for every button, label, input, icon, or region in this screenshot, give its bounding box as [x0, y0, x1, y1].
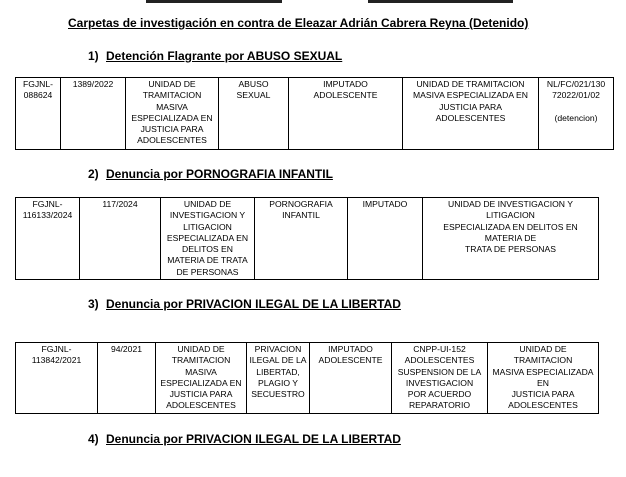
- section-title: Detención Flagrante por ABUSO SEXUAL: [106, 49, 343, 63]
- cell-line: INVESTIGACION Y: [169, 210, 246, 221]
- unit-cell: [156, 343, 247, 414]
- cell-line: JUSTICIA PARA: [169, 389, 233, 400]
- role-cell: [310, 343, 392, 414]
- cell-line: CNPP-UI-152: [413, 344, 466, 354]
- case-number-cell: [16, 198, 80, 280]
- cell-line: DELITOS EN: [182, 244, 233, 255]
- file-number-cell: [80, 198, 161, 280]
- section-heading-4: [88, 432, 401, 446]
- cell-line: TRAMITACION: [171, 355, 231, 366]
- cell-line: JUSTICIA PARA: [140, 124, 204, 135]
- table-row: [16, 78, 614, 150]
- cell-line: MASIVA ESPECIALIZADA EN: [413, 90, 528, 101]
- cell-line: ADOLESCENTE: [313, 90, 378, 101]
- handling-unit-cell: [423, 198, 599, 280]
- cell-line: MATERIA DE TRATA: [167, 255, 248, 266]
- unit-cell: [161, 198, 255, 280]
- cell-line: SECUESTRO: [251, 389, 305, 400]
- section-number: 4): [88, 432, 99, 446]
- cell-line: UNIDAD DE: [148, 79, 196, 89]
- cell-line: 1389/2022: [72, 79, 114, 89]
- cell-line: ESPECIALIZADA EN: [131, 112, 213, 123]
- cell-line: UNIDAD DE INVESTIGACION Y LITIGACION: [448, 199, 573, 221]
- cell-line: [541, 102, 611, 113]
- cell-line: REPARATORIO: [408, 400, 471, 411]
- cell-line: MASIVA: [156, 101, 188, 112]
- file-number-cell: [61, 78, 126, 150]
- cell-line: TRATA DE PERSONAS: [465, 244, 556, 255]
- cell-line: MASIVA: [185, 366, 217, 377]
- cell-line: ADOLESCENTES: [137, 135, 207, 146]
- cell-line: FGJNL-: [22, 79, 54, 89]
- section-title: Denuncia por PRIVACION ILEGAL DE LA LIBERTAD: [106, 297, 401, 311]
- cell-line: ESPECIALIZADA EN: [160, 377, 242, 388]
- cell-line: ESPECIALIZADA EN: [166, 232, 249, 243]
- cell-line: ADOLESCENTES: [166, 400, 236, 411]
- cell-line: UNIDAD DE: [183, 199, 232, 209]
- cell-line: PLAGIO Y: [258, 377, 298, 388]
- cell-line: 113842/2021: [31, 355, 82, 366]
- cell-line: IMPUTADO: [362, 199, 408, 209]
- cell-line: PORNOGRAFIA: [269, 199, 333, 209]
- section-number: 1): [88, 49, 99, 63]
- section-heading-3: [88, 297, 401, 311]
- cell-line: ADOLESCENTES: [508, 400, 578, 411]
- case-table-3: [15, 342, 599, 414]
- cell-line: ESPECIALIZADA EN DELITOS EN MATERIA DE: [443, 221, 578, 243]
- cell-line: ADOLESCENTES: [404, 355, 475, 366]
- section-title: Denuncia por PORNOGRAFIA INFANTIL: [106, 167, 333, 181]
- section-heading-1: [88, 49, 342, 63]
- section-number: 3): [88, 297, 99, 311]
- cell-line: JUSTICIA PARA: [511, 389, 575, 400]
- offense-cell: [255, 198, 348, 280]
- case-number-cell: [16, 78, 61, 150]
- status-cell: [392, 343, 488, 414]
- cell-line: IMPUTADO: [323, 79, 368, 89]
- section-heading-2: [88, 167, 333, 181]
- cell-line: JUSTICIA PARA ADOLESCENTES: [435, 101, 506, 123]
- handling-unit-cell: [403, 78, 539, 150]
- role-cell: [348, 198, 423, 280]
- cell-line: UNIDAD DE TRAMITACION: [513, 344, 573, 366]
- cell-line: UNIDAD DE TRAMITACION: [416, 79, 525, 89]
- cell-line: 116133/2024: [22, 210, 73, 221]
- cell-line: DE PERSONAS: [176, 266, 239, 277]
- cell-line: TRAMITACION: [142, 90, 202, 101]
- role-cell: [289, 78, 403, 150]
- cell-line: FGJNL-: [41, 344, 72, 354]
- cell-line: MASIVA ESPECIALIZADA EN: [492, 366, 594, 388]
- case-table-2: [15, 197, 599, 280]
- offense-cell: [219, 78, 289, 150]
- cell-line: 72022/01/02: [552, 90, 600, 101]
- page-title: Carpetas de investigación en contra de Eleazar Adrián Cabrera Reyna (Detenido): [68, 16, 529, 30]
- cell-line: ILEGAL DE LA: [249, 355, 307, 366]
- cell-line: NL/FC/021/130: [546, 79, 606, 89]
- reference-cell: [539, 78, 614, 150]
- cell-line: INVESTIGACION: [405, 377, 474, 388]
- unit-cell: [126, 78, 219, 150]
- cell-line: UNIDAD DE: [177, 344, 225, 354]
- case-number-cell: [16, 343, 98, 414]
- table-row: [16, 198, 599, 280]
- section-title: Denuncia por PRIVACION ILEGAL DE LA LIBERTAD: [106, 432, 401, 446]
- cell-line: LITIGACION: [183, 221, 232, 232]
- cell-line: LIBERTAD,: [256, 366, 300, 377]
- cell-line: (detencion): [554, 112, 598, 123]
- handling-unit-cell: [488, 343, 599, 414]
- table-row: [16, 343, 599, 414]
- cell-line: POR ACUERDO: [407, 389, 472, 400]
- top-image-fragment-left: [146, 0, 282, 3]
- cell-line: SUSPENSION DE LA: [397, 366, 482, 377]
- cell-line: 117/2024: [102, 199, 138, 209]
- top-image-fragment-right: [368, 0, 513, 3]
- cell-line: FGJNL-: [32, 199, 63, 209]
- cell-line: 94/2021: [110, 344, 143, 354]
- section-number: 2): [88, 167, 99, 181]
- case-table-1: [15, 77, 614, 150]
- cell-line: PRIVACION: [254, 344, 302, 354]
- offense-cell: [247, 343, 310, 414]
- cell-line: 088624: [23, 90, 53, 101]
- cell-line: ABUSO SEXUAL: [236, 79, 271, 101]
- cell-line: INFANTIL: [282, 210, 320, 221]
- cell-line: ADOLESCENTE: [318, 355, 383, 366]
- cell-line: IMPUTADO: [328, 344, 373, 354]
- file-number-cell: [98, 343, 156, 414]
